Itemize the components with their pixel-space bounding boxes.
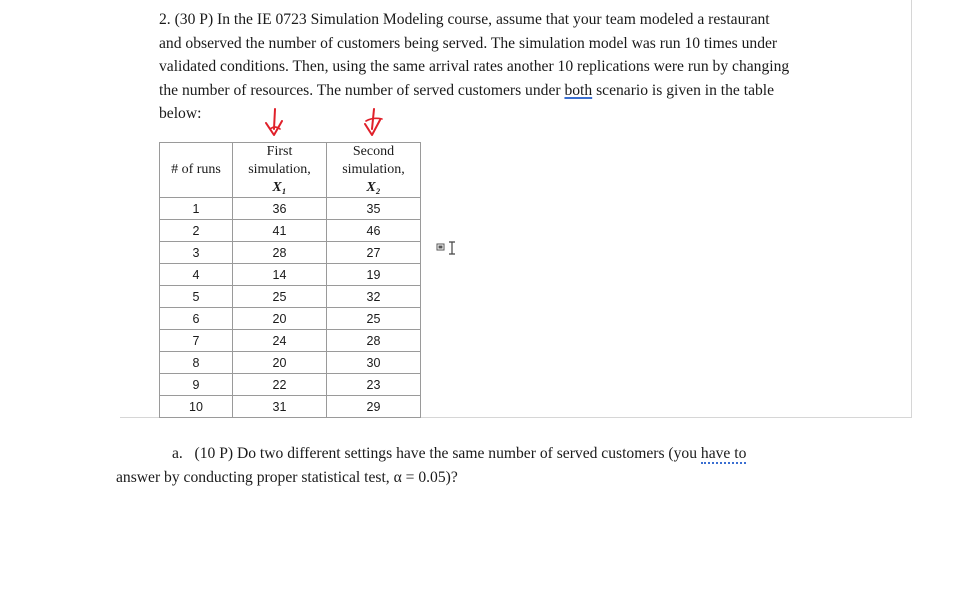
run-cell: 5	[160, 286, 233, 308]
part-a-line-2: answer by conducting proper statistical test, α = 0.05)?	[116, 468, 458, 486]
run-cell: 9	[160, 374, 233, 396]
x2-cell: 25	[327, 308, 421, 330]
run-cell: 6	[160, 308, 233, 330]
x1-cell: 36	[233, 198, 327, 220]
table-row	[160, 330, 421, 352]
header-second-simulation: Second simulation, X₂	[327, 143, 421, 198]
question-line-1: 2. (30 P) In the IE 0723 Simulation Modeling course, assume that your team modeled a restaurant	[159, 11, 770, 28]
run-cell: 10	[160, 396, 233, 418]
header-runs: # of runs	[160, 143, 233, 198]
run-cell: 1	[160, 198, 233, 220]
red-arrow-mark-icon	[360, 107, 386, 141]
x1-cell: 31	[233, 396, 327, 418]
header-first-simulation: First simulation, X₁	[233, 143, 327, 198]
question-line-2: and observed the number of customers being served. The simulation model was run 10 times under	[159, 34, 778, 52]
x2-cell: 23	[327, 374, 421, 396]
header-x1: X₁	[272, 180, 287, 195]
x2-cell: 30	[327, 352, 421, 374]
table-row	[160, 242, 421, 264]
table-row	[160, 396, 421, 418]
dotted-underline-have-to: have to	[700, 445, 747, 462]
red-arrow-mark-icon	[262, 107, 288, 141]
x2-cell: 28	[327, 330, 421, 352]
part-a-line-1: a. (10 P) Do two different settings have the same number of served customers (you have to	[172, 445, 747, 462]
x1-cell: 41	[233, 220, 327, 242]
table-row	[160, 264, 421, 286]
run-cell: 3	[160, 242, 233, 264]
x1-cell: 28	[233, 242, 327, 264]
table-row	[160, 286, 421, 308]
question-part-a	[116, 442, 876, 489]
x2-cell: 29	[327, 396, 421, 418]
x2-cell: 35	[327, 198, 421, 220]
part-a-label: a.	[172, 445, 183, 462]
x2-cell: 32	[327, 286, 421, 308]
run-cell: 2	[160, 220, 233, 242]
question-line-4: the number of resources. The number of served customers under both scenario is given in the table	[159, 81, 775, 99]
underlined-word-both: both	[564, 81, 593, 99]
table-row	[160, 352, 421, 374]
run-cell: 4	[160, 264, 233, 286]
question-line-5: below:	[159, 105, 202, 122]
run-cell: 7	[160, 330, 233, 352]
table-row	[160, 220, 421, 242]
x1-cell: 14	[233, 264, 327, 286]
x2-cell: 19	[327, 264, 421, 286]
x2-cell: 46	[327, 220, 421, 242]
run-cell: 8	[160, 352, 233, 374]
table-row	[160, 374, 421, 396]
text-cursor-icon[interactable]	[436, 240, 460, 256]
x2-cell: 27	[327, 242, 421, 264]
x1-cell: 24	[233, 330, 327, 352]
x1-cell: 20	[233, 308, 327, 330]
table-row	[160, 198, 421, 220]
table-row	[160, 308, 421, 330]
x1-cell: 20	[233, 352, 327, 374]
served-customers-table	[159, 142, 421, 418]
table-header-row	[160, 143, 421, 198]
question-line-3: validated conditions. Then, using the same arrival rates another 10 replications were run by changing	[159, 58, 790, 75]
header-x2: X₂	[366, 180, 381, 195]
x1-cell: 25	[233, 286, 327, 308]
x1-cell: 22	[233, 374, 327, 396]
